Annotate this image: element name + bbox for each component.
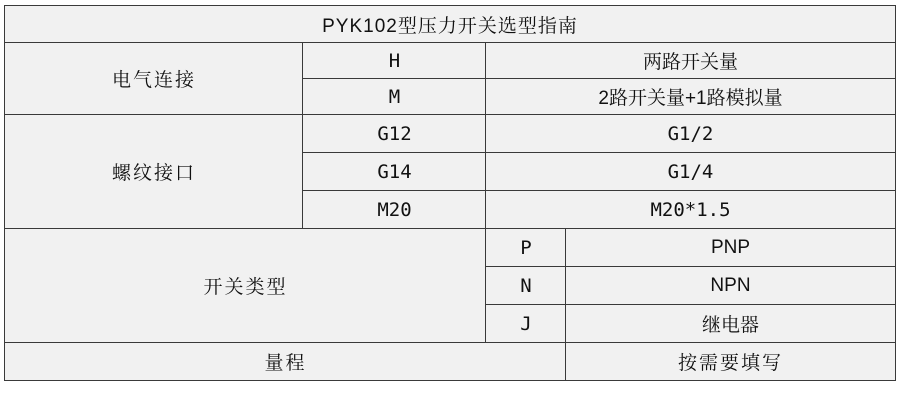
row-label-electrical: 电气连接	[5, 43, 303, 115]
option-desc: NPN	[566, 267, 895, 305]
option-code: M	[303, 79, 486, 115]
option-code: N	[486, 267, 566, 305]
table-row	[5, 43, 895, 79]
option-desc: PNP	[566, 229, 895, 267]
page-title: PYK102型压力开关选型指南	[5, 6, 895, 43]
option-code: G12	[303, 115, 486, 153]
option-desc: 两路开关量	[486, 43, 895, 79]
option-code: J	[486, 305, 566, 343]
selection-guide-table	[4, 5, 895, 381]
row-label-switch-type: 开关类型	[5, 229, 486, 343]
option-desc: G1/2	[486, 115, 895, 153]
row-label-thread: 螺纹接口	[5, 115, 303, 229]
range-value: 按需要填写	[566, 343, 895, 381]
option-code: H	[303, 43, 486, 79]
option-code: P	[486, 229, 566, 267]
option-desc: 2路开关量+1路模拟量	[486, 79, 895, 115]
option-desc: G1/4	[486, 153, 895, 191]
table-title-row	[5, 6, 895, 43]
table-row	[5, 229, 895, 267]
option-desc: 继电器	[566, 305, 895, 343]
option-code: M20	[303, 191, 486, 229]
row-label-range: 量程	[5, 343, 566, 381]
table-row	[5, 343, 895, 381]
option-code: G14	[303, 153, 486, 191]
table-row	[5, 115, 895, 153]
option-desc: M20*1.5	[486, 191, 895, 229]
